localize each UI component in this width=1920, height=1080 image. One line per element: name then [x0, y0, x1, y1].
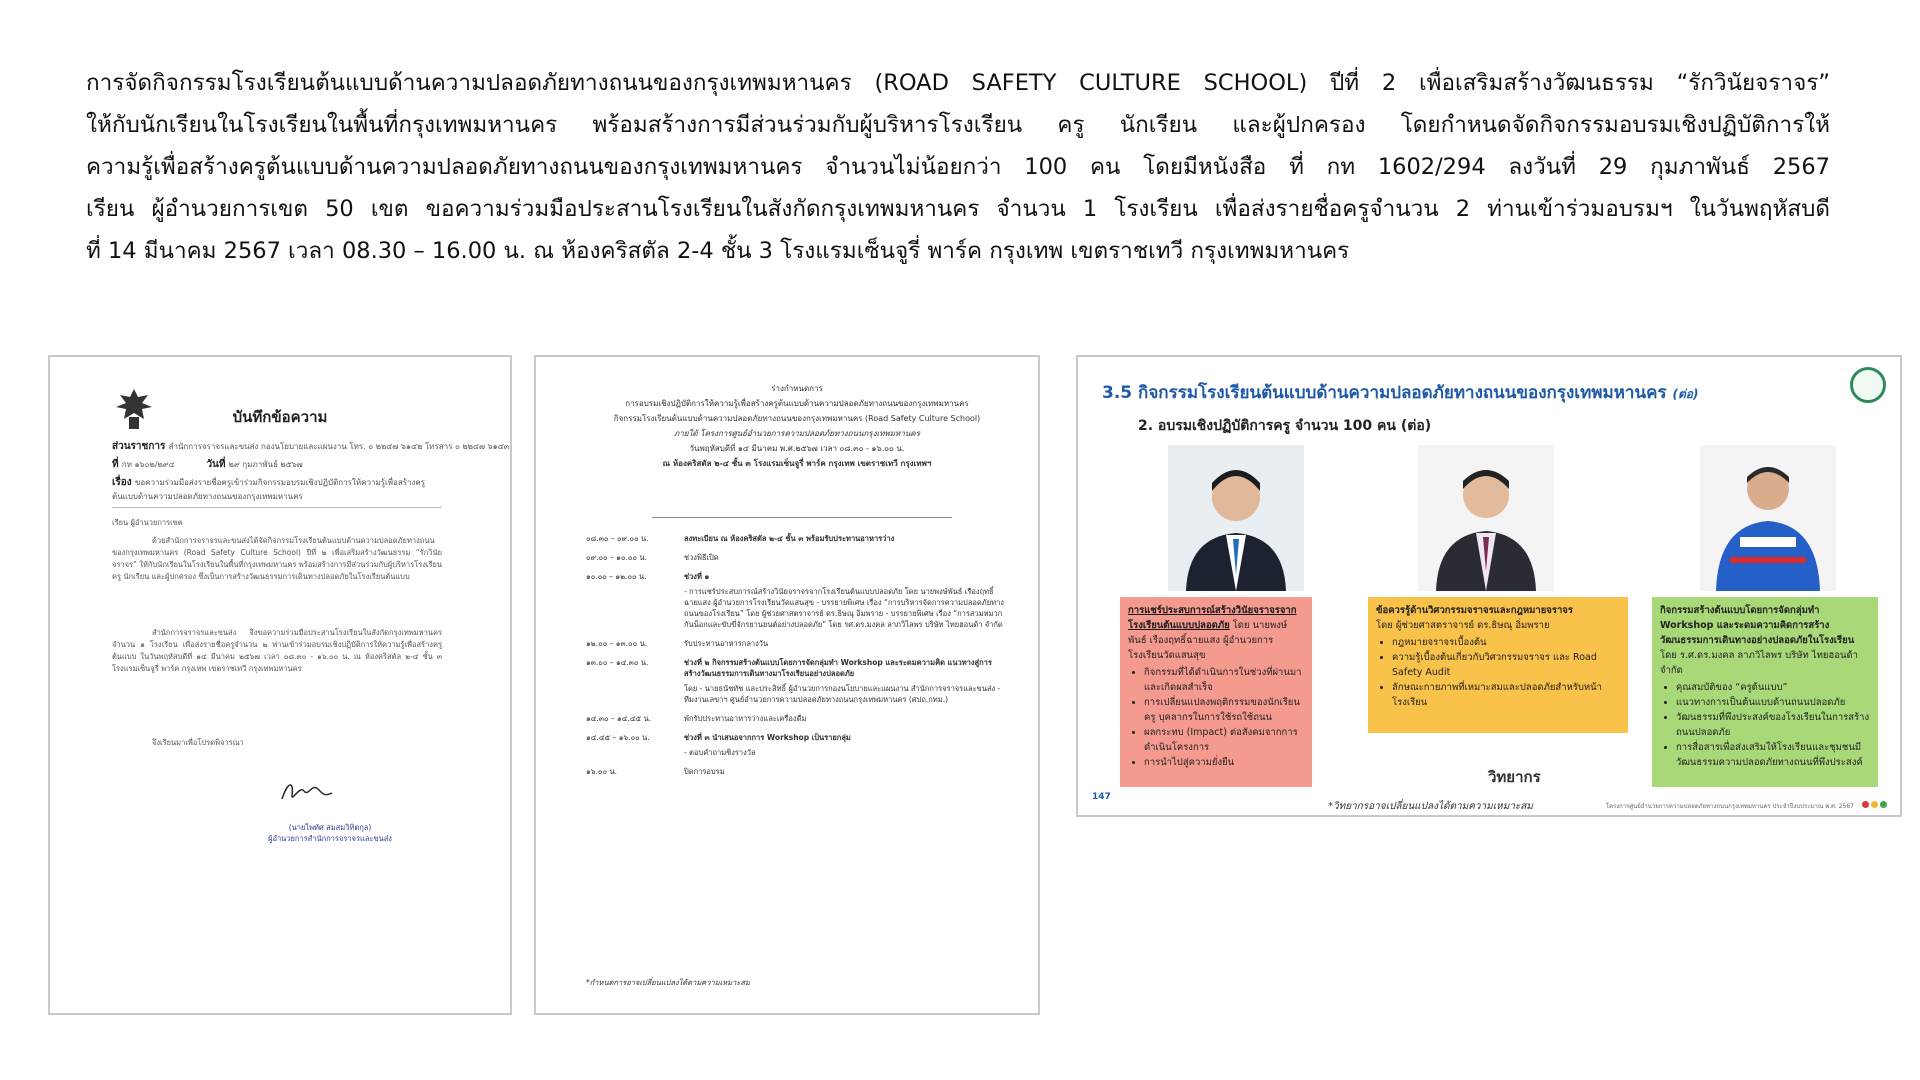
- memo-agency: [112, 439, 509, 454]
- schedule-heading-line: ภายใต้ โครงการศูนย์อำนวยการความปลอดภัยทางถนนกรุงเทพมหานคร: [674, 429, 920, 438]
- card-2-title: ข้อควรรู้ด้านวิศวกรรมจราจรและกฎหมายจราจร: [1376, 605, 1573, 616]
- schedule-row: [586, 552, 1006, 563]
- speaker-2-portrait-icon: [1418, 445, 1554, 591]
- intro-line-4: เรียน ผู้อำนวยการเขต 50 เขต ขอความร่วมมือประสานโรงเรียนในสังกัดกรุงเทพมหานคร จำนวน 1 โรงเรียน เพื่อส่งรายชื่อครูจำนวน 2 ท่านเข้าร่วมอบรมฯ ในวันพฤหัสบดี: [86, 196, 1830, 222]
- list-item: • การนำไปสู่ความยั่งยืน: [1144, 755, 1304, 770]
- card-1-by: โดย นายพงษ์พันธ์ เรืองฤทธิ์ฉายแสง ผู้อำนวยการโรงเรียนวัดแสนสุข: [1128, 620, 1288, 661]
- schedule-heading-line: ร่างกำหนดการ: [771, 384, 823, 393]
- speaker-1-portrait-icon: [1168, 445, 1304, 591]
- memo-signer-title: ผู้อำนวยการสำนักการจราจรและขนส่ง: [268, 834, 392, 843]
- list-item: • ลักษณะกายภาพที่เหมาะสมและปลอดภัยสำหรับหน้าโรงเรียน: [1392, 680, 1620, 710]
- schedule-time: ๐๘.๓๐ – ๐๙.๐๐ น.: [586, 534, 649, 543]
- intro-line-5: ที่ 14 มีนาคม 2567 เวลา 08.30 – 16.00 น. ณ ห้องคริสตัล 2-4 ชั้น 3 โรงแรมเซ็นจูรี่ พาร์ค กรุงเทพ เขตราชเทวี กรุงเทพมหานคร: [86, 238, 1350, 264]
- list-item: • ความรู้เบื้องต้นเกี่ยวกับวิศวกรรมจราจร และ Road Safety Audit: [1392, 650, 1620, 680]
- schedule-row: [586, 732, 1006, 758]
- intro-paragraph: [86, 62, 1830, 272]
- schedule-item: ช่วงที่ ๒ กิจกรรมสร้างต้นแบบโดยการจัดกลุ่มทำ Workshop และระดมความคิด แนวทางสู่การสร้างวัฒนธรรมการเดินทางมาโรงเรียนอย่างปลอดภัย: [684, 658, 992, 678]
- slide-title: [1102, 379, 1698, 406]
- memo-ref-value: กท ๑๖๐๒/๒๙๔: [121, 460, 175, 469]
- slide-title-suffix: (ต่อ): [1672, 387, 1699, 401]
- intro-line-1: การจัดกิจกรรมโรงเรียนต้นแบบด้านความปลอดภัยทางถนนของกรุงเทพมหานคร (ROAD SAFETY CULTURE SCHOOL) ปีที่ 2 เพื่อเสริมสร้างวัฒนธรรม “รักวินัยจราจร”: [86, 70, 1830, 96]
- schedule-row: [586, 713, 1006, 724]
- speaker-card-3: [1652, 597, 1878, 787]
- memo-date-label: วันที่: [206, 459, 226, 470]
- schedule-row: [586, 657, 1006, 705]
- schedule-item-detail: โดย - นายธนัชทัช และประสิทธิ์ ผู้อำนวยการกองนโยบายและแผนงาน สำนักการจราจรและขนส่ง - ทีมงานเลขาฯ ศูนย์อำนวยการความปลอดภัยทางถนนกรุงเทพมหานคร (ศปถ.กทม.): [684, 684, 1001, 704]
- schedule-heading-line: กิจกรรมโรงเรียนต้นแบบด้านความปลอดภัยทางถนนของกรุงเทพมหานคร (Road Safety Culture School): [613, 414, 981, 423]
- memo-agency-value: สำนักการจราจรและขนส่ง กองนโยบายและแผนงาน โทร. ๐ ๒๒๔๗ ๖๑๔๒ โทรสาร ๐ ๒๒๔๗ ๖๑๔๓: [168, 442, 510, 451]
- memo-subject-label: เรื่อง: [112, 477, 132, 488]
- schedule-heading-line: วันพฤหัสบดีที่ ๑๔ มีนาคม พ.ศ.๒๕๖๗ เวลา ๐๘.๓๐ - ๑๖.๐๐ น.: [689, 444, 905, 453]
- card-2-by: โดย ผู้ช่วยศาสตราจารย์ ดร.ธิษณุ อิ่มพราย: [1376, 620, 1550, 631]
- schedule-row: [586, 533, 1006, 544]
- schedule-time: ๐๙.๐๐ – ๑๐.๐๐ น.: [586, 553, 647, 562]
- schedule-table: [586, 533, 1006, 785]
- card-3-by: โดย ร.ศ.ดร.มงคล ลาภวิไลพร บริษัท ไทยฮอนด้า จำกัด: [1660, 650, 1858, 676]
- schedule-heading-line: การอบรมเชิงปฏิบัติการให้ความรู้เพื่อสร้างครูต้นแบบด้านความปลอดภัยทางถนนของกรุงเทพมหานคร: [625, 399, 969, 408]
- list-item: • วัฒนธรรมที่พึงประสงค์ของโรงเรียนในการสร้างถนนปลอดภัย: [1676, 710, 1870, 740]
- memo-subject: [112, 475, 442, 503]
- schedule-note: *กำหนดการอาจเปลี่ยนแปลงได้ตามความเหมาะสม: [586, 978, 750, 987]
- memo-ref: [112, 457, 303, 472]
- schedule-item-detail: - ตอบคำถามชิงรางวัล: [684, 748, 756, 757]
- speaker-photo-2: [1418, 445, 1554, 591]
- schedule-document: [534, 355, 1040, 1015]
- schedule-item: พักรับประทานอาหารว่างและเครื่องดื่ม: [684, 714, 807, 723]
- schedule-item: ช่วงพิธีเปิด: [684, 553, 719, 562]
- memo-paragraph-1: ด้วยสำนักการจราจรและขนส่งได้จัดกิจกรรมโรงเรียนต้นแบบด้านความปลอดภัยทางถนนของกรุงเทพมหานคร (Road Safety Culture School) ปีที่ ๒ เพื่อเสริมสร้างวัฒนธรรม “รักวินัยจราจร” ให้กับนักเรียนในโรงเรียนในพื้นที่กรุงเทพมหานคร พร้อมสร้างการมีส่วนร่วมกับผู้บริหารโรงเรียน ครู นักเรียน และผู้ปกครอง ซึ่งเป็นการสร้างวัฒนธรรมการเดินทางปลอดภัยในโรงเรียนต้นแบบ: [112, 536, 443, 581]
- list-item: • คุณสมบัติของ “ครูต้นแบบ”: [1676, 680, 1870, 695]
- card-3-list: [1660, 680, 1870, 770]
- card-1-title: การแชร์ประสบการณ์สร้างวินัยจราจรจากโรงเรียนต้นแบบปลอดภัย: [1128, 605, 1297, 631]
- schedule-time: ๑๔.๓๐ – ๑๔.๔๕ น.: [586, 714, 652, 723]
- list-item: • กฎหมายจราจรเบื้องต้น: [1392, 635, 1620, 650]
- schedule-row: [586, 571, 1006, 630]
- memo-divider: [112, 507, 442, 508]
- card-1-list: [1128, 665, 1304, 770]
- intro-line-3: ความรู้เพื่อสร้างครูต้นแบบด้านความปลอดภัยทางถนนของกรุงเทพมหานคร จำนวนไม่น้อยกว่า 100 คน โดยมีหนังสือ ที่ กท 1602/294 ลงวันที่ 29 กุมภาพันธ์ 2567: [86, 154, 1830, 180]
- memo-signer: [250, 822, 410, 844]
- schedule-item: ปิดการอบรม: [684, 767, 725, 776]
- memo-signer-name: (นายไพทัศ สมสมวิทิตกุล): [288, 823, 372, 832]
- intro-line-2: ให้กับนักเรียนในโรงเรียนในพื้นที่กรุงเทพมหานคร พร้อมสร้างการมีส่วนร่วมกับผู้บริหารโรงเรียน ครู นักเรียน และผู้ปกครอง โดยกำหนดจัดกิจกรรมอบรมเชิงปฏิบัติการให้: [86, 112, 1830, 138]
- memo-closing: จึงเรียนมาเพื่อโปรดพิจารณา: [152, 738, 244, 747]
- schedule-item: ช่วงที่ ๑: [684, 572, 710, 581]
- list-item: • ผลกระทบ (Impact) ต่อสังคมจากการดำเนินโครงการ: [1144, 725, 1304, 755]
- card-2-list: [1376, 635, 1620, 710]
- presentation-slide: [1076, 355, 1902, 817]
- schedule-divider: [652, 517, 952, 518]
- schedule-time: ๑๒.๐๐ – ๑๓.๐๐ น.: [586, 639, 648, 648]
- schedule-heading-line: ณ ห้องคริสตัล ๒-๔ ชั้น ๓ โรงแรมเซ็นจูรี่ พาร์ค กรุงเทพ เขตราชเทวี กรุงเทพฯ: [662, 459, 932, 468]
- bangkok-logo-icon: [1850, 367, 1886, 403]
- schedule-time: ๑๖.๐๐ น.: [586, 767, 617, 776]
- speakers-label: วิทยากร: [1488, 768, 1541, 786]
- list-item: • การสื่อสารเพื่อส่งเสริมให้โรงเรียนและชุมชนมีวัฒนธรรมความปลอดภัยทางถนนที่พึงประสงค์: [1676, 740, 1870, 770]
- memo-to: เรียน ผู้อำนวยการเขต: [112, 518, 183, 527]
- memo-date-value: ๒๙ กุมภาพันธ์ ๒๕๖๗: [228, 460, 303, 469]
- schedule-row: [586, 766, 1006, 777]
- memo-document: [48, 355, 512, 1015]
- memo-ref-label: ที่: [112, 459, 119, 470]
- speaker-photo-1: [1168, 445, 1304, 591]
- speaker-card-1: [1120, 597, 1312, 787]
- card-3-title: กิจกรรมสร้างต้นแบบโดยการจัดกลุ่มทำ Workshop และระดมความคิดการสร้างวัฒนธรรมการเดินทางอย่างปลอดภัยในโรงเรียน: [1660, 605, 1855, 646]
- list-item: • แนวทางการเป็นต้นแบบด้านถนนปลอดภัย: [1676, 695, 1870, 710]
- schedule-item: ช่วงที่ ๓ นำเสนอจากการ Workshop เป็นรายกลุ่ม: [684, 733, 851, 742]
- schedule-item-detail: - การแชร์ประสบการณ์สร้างวินัยจราจรจากโรงเรียนต้นแบบปลอดภัย โดย นายพงษ์พันธ์ เรืองฤทธิ์ฉายแสง ผู้อำนวยการโรงเรียนวัดแสนสุข - บรรยายพิเศษ เรื่อง “การบริหารจัดการความปลอดภัยทางถนนของโรงเรียน” โดย ผู้ช่วยศาสตราจารย์ ดร.ธิษณุ อิ่มพราย - บรรยายพิเศษ เรื่อง “การสวมหมวกกันน็อกและขับขี่จักรยานยนต์อย่างปลอดภัย” โดย รศ.ดร.มงคล ลาภวิไลพร บริษัท ไทยฮอนด้า จำกัด: [684, 587, 1004, 629]
- schedule-heading: [576, 381, 1018, 471]
- speaker-photo-3: [1700, 445, 1836, 591]
- speaker-3-portrait-icon: [1700, 445, 1836, 591]
- list-item: • กิจกรรมที่ได้ดำเนินการในช่วงที่ผ่านมาและเกิดผลสำเร็จ: [1144, 665, 1304, 695]
- schedule-item: ลงทะเบียน ณ ห้องคริสตัล ๒-๔ ชั้น ๓ พร้อมรับประทานอาหารว่าง: [684, 534, 895, 543]
- schedule-time: ๑๔.๔๕ – ๑๖.๐๐ น.: [586, 733, 650, 742]
- schedule-time: ๑๐.๐๐ – ๑๒.๐๐ น.: [586, 572, 647, 581]
- list-item: • การเปลี่ยนแปลงพฤติกรรมของนักเรียน ครู บุคลากรในการใช้รถใช้ถนน: [1144, 695, 1304, 725]
- memo-title: บันทึกข้อความ: [232, 408, 328, 426]
- slide-footer-project: โครงการศูนย์อำนวยการความปลอดภัยทางถนนกรุงเทพมหานคร ประจำปีงบประมาณ พ.ศ. 2567: [1605, 803, 1854, 810]
- slide-page-number: 147: [1092, 792, 1111, 802]
- signature-icon: [278, 777, 338, 807]
- memo-paragraph-2: สำนักการจราจรและขนส่ง จึงขอความร่วมมือประสานโรงเรียนในสังกัดกรุงเทพมหานคร จำนวน ๑ โรงเรียน เพื่อส่งรายชื่อครูจำนวน ๒ ท่านเข้าร่วมอบรมเชิงปฏิบัติการให้ความรู้เพื่อสร้างครูต้นแบบ ในวันพฤหัสบดีที่ ๑๔ มีนาคม ๒๕๖๗ เวลา ๐๘.๓๐ - ๑๖.๐๐ น. ณ ห้องคริสตัล ๒-๔ ชั้น ๓ โรงแรมเซ็นจูรี่ พาร์ค กรุงเทพ เขตราชเทวี กรุงเทพมหานคร: [112, 628, 442, 673]
- traffic-light-icon: [1862, 801, 1888, 808]
- slide-title-text: 3.5 กิจกรรมโรงเรียนต้นแบบด้านความปลอดภัยทางถนนของกรุงเทพมหานคร: [1102, 383, 1667, 403]
- schedule-item: รับประทานอาหารกลางวัน: [684, 639, 769, 648]
- memo-agency-label: ส่วนราชการ: [112, 441, 166, 452]
- slide-subtitle: 2. อบรมเชิงปฏิบัติการครู จำนวน 100 คน (ต่อ): [1138, 418, 1432, 434]
- speaker-card-2: [1368, 597, 1628, 733]
- memo-subject-value: ขอความร่วมมือส่งรายชื่อครูเข้าร่วมกิจกรรมอบรมเชิงปฏิบัติการให้ความรู้เพื่อสร้างครูต้นแบบด้านความปลอดภัยทางถนนของกรุงเทพมหานคร: [112, 478, 426, 501]
- slide-footnote: *วิทยากรอาจเปลี่ยนแปลงได้ตามความเหมาะสม: [1328, 801, 1533, 812]
- schedule-row: [586, 638, 1006, 649]
- schedule-time: ๑๓.๐๐ – ๑๔.๓๐ น.: [586, 658, 649, 667]
